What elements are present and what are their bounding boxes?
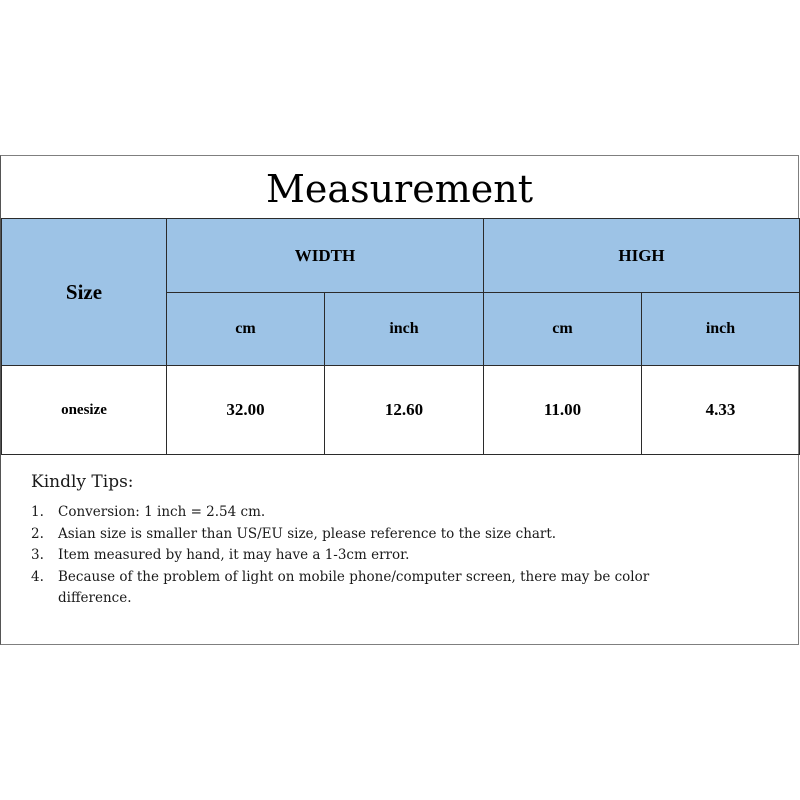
table-row: [2, 366, 800, 455]
tips-section: [31, 468, 731, 610]
tips-title: Kindly Tips:: [31, 472, 134, 492]
unit-header-width-inch: inch: [325, 293, 484, 366]
list-item: [31, 502, 731, 524]
tip-text: Conversion: 1 inch = 2.54 cm.: [58, 504, 266, 520]
measurement-card: [0, 155, 799, 645]
page-title: Measurement: [266, 167, 533, 211]
width-cm-cell: 32.00: [167, 366, 325, 455]
tip-number: 2.: [31, 525, 44, 542]
unit-header-high-cm: cm: [484, 293, 642, 366]
list-item: [31, 524, 731, 546]
tip-number: 4.: [31, 568, 44, 585]
size-name-cell: onesize: [2, 366, 167, 455]
tips-list: [31, 502, 731, 610]
width-group-header: WIDTH: [167, 219, 484, 293]
tip-text: Because of the problem of light on mobile phone/computer screen, there may be color difference.: [58, 568, 650, 606]
width-inch-cell: 12.60: [325, 366, 484, 455]
list-item: [31, 567, 731, 610]
high-cm-cell: 11.00: [484, 366, 642, 455]
list-item: [31, 545, 731, 567]
tip-number: 3.: [31, 547, 44, 563]
size-column-header: Size: [2, 219, 167, 366]
tip-text: Asian size is smaller than US/EU size, please reference to the size chart.: [58, 525, 557, 542]
table-header-row: [2, 219, 800, 293]
tip-number: 1.: [31, 504, 44, 520]
size-chart-table: [1, 218, 800, 455]
unit-header-high-inch: inch: [642, 293, 800, 366]
high-inch-cell: 4.33: [642, 366, 800, 455]
high-group-header: HIGH: [484, 219, 800, 293]
unit-header-width-cm: cm: [167, 293, 325, 366]
tip-text: Item measured by hand, it may have a 1-3cm error.: [58, 547, 410, 563]
